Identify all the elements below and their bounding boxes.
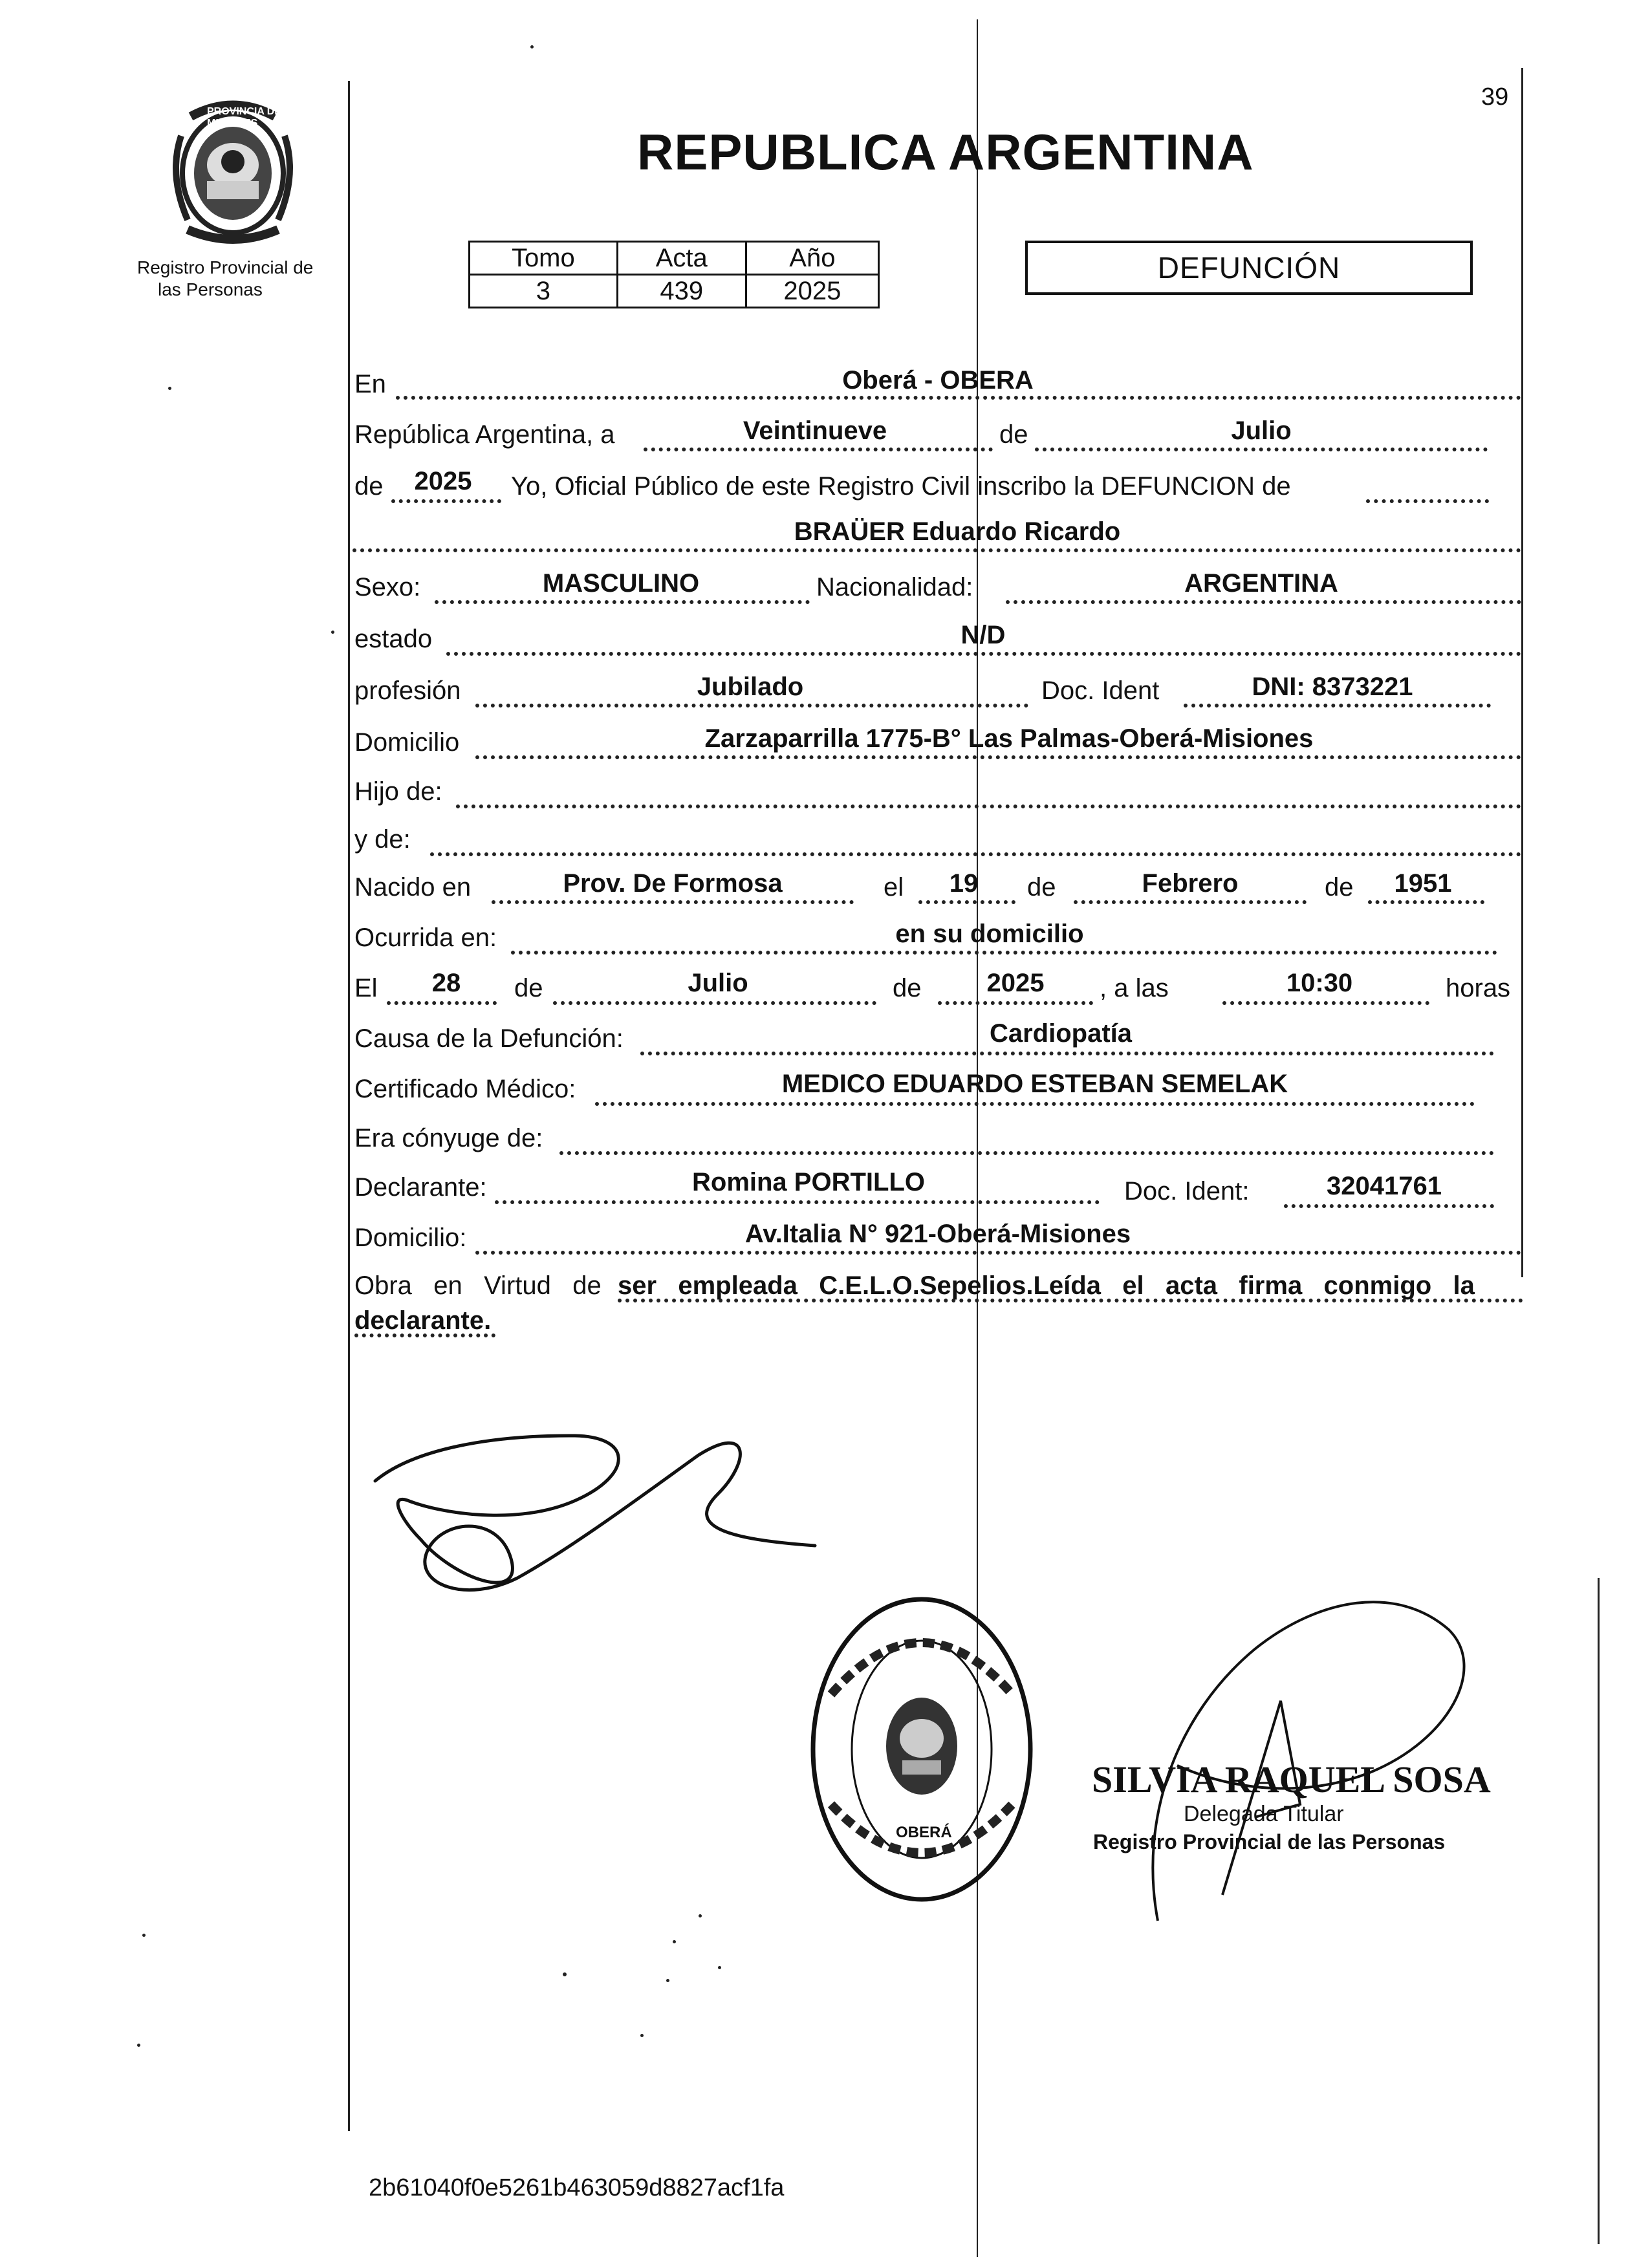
value-certificado: MEDICO EDUARDO ESTEBAN SEMELAK xyxy=(781,1070,1288,1098)
scan-speck xyxy=(331,631,334,634)
value-nac-mes: Febrero xyxy=(1142,869,1239,898)
office-name-line2: las Personas xyxy=(158,279,263,299)
scan-speck xyxy=(699,1914,702,1917)
line-def-anio xyxy=(938,1001,1093,1005)
label-nacido-en: Nacido en xyxy=(354,873,472,902)
label-conyuge: Era cónyuge de: xyxy=(354,1124,543,1152)
line-yo-tail xyxy=(1366,499,1489,503)
right-margin-line xyxy=(1521,68,1523,1277)
scan-speck xyxy=(673,1940,676,1943)
value-sexo: MASCULINO xyxy=(542,569,700,598)
label-domicilio-2: Domicilio: xyxy=(354,1224,467,1252)
value-dia-letras: Veintinueve xyxy=(743,416,887,445)
reference-table xyxy=(468,241,880,308)
label-domicilio: Domicilio xyxy=(354,728,460,757)
label-estado: estado xyxy=(354,625,433,653)
line-nac-anio xyxy=(1368,900,1484,904)
value-declarante: Romina PORTILLO xyxy=(692,1168,925,1196)
registrar-signature xyxy=(1087,1571,1488,1934)
line-def-dia xyxy=(387,1001,497,1005)
line-en xyxy=(396,396,1521,400)
ref-value-acta: 439 xyxy=(617,275,746,308)
line-domicilio xyxy=(475,755,1521,759)
label-el-2: El xyxy=(354,974,378,1002)
label-en: En xyxy=(354,370,386,398)
page-number: 39 xyxy=(1481,83,1509,111)
label-el: el xyxy=(884,873,904,902)
line-def-mes xyxy=(553,1001,876,1005)
line-profesion xyxy=(475,704,1028,707)
value-def-hora: 10:30 xyxy=(1286,969,1353,997)
value-nacido-en: Prov. De Formosa xyxy=(563,869,783,898)
line-declarante xyxy=(495,1200,1100,1204)
signatory-name: SILVIA RAQUEL SOSA xyxy=(1092,1758,1491,1800)
label-certificado: Certificado Médico: xyxy=(354,1075,576,1103)
line-ocurrida-en xyxy=(511,951,1497,955)
seal-text: PROVINCIA DE MISIONES xyxy=(207,106,281,129)
line-nacido-en xyxy=(492,900,854,904)
value-profesion: Jubilado xyxy=(697,673,804,701)
value-def-anio: 2025 xyxy=(986,969,1045,997)
label-nacionalidad: Nacionalidad: xyxy=(816,573,973,601)
line-nac-mes xyxy=(1074,900,1307,904)
scan-speck xyxy=(666,1979,669,1982)
declarant-signature xyxy=(362,1410,828,1623)
label-hijo-de: Hijo de: xyxy=(354,777,442,806)
line-hijo-de xyxy=(456,805,1521,808)
ref-header-acta: Acta xyxy=(617,242,746,275)
label-doc-ident: Doc. Ident xyxy=(1041,676,1160,705)
label-de-4: de xyxy=(893,974,922,1002)
document-title: REPUBLICA ARGENTINA xyxy=(637,124,1254,180)
ref-value-tomo: 3 xyxy=(470,275,618,308)
value-def-mes: Julio xyxy=(688,969,748,997)
label-a-las: , a las xyxy=(1100,974,1169,1002)
ref-value-anio: 2025 xyxy=(746,275,878,308)
right-edge-line xyxy=(1598,1578,1600,2244)
signatory-office: Registro Provincial de las Personas xyxy=(1093,1830,1446,1853)
line-dni xyxy=(1184,704,1491,707)
line-y-de xyxy=(430,852,1521,856)
ref-header-tomo: Tomo xyxy=(470,242,618,275)
line-nacionalidad xyxy=(1006,600,1521,604)
label-declarante: Declarante: xyxy=(354,1173,487,1202)
label-de-1: de xyxy=(999,420,1028,449)
label-republica: República Argentina, a xyxy=(354,420,615,449)
line-dia xyxy=(644,448,993,451)
label-profesion: profesión xyxy=(354,676,461,705)
scan-speck xyxy=(640,2034,644,2037)
stamp-ring-text xyxy=(805,1591,825,1592)
line-obra xyxy=(618,1299,1523,1302)
line-causa xyxy=(640,1052,1494,1055)
fold-line xyxy=(977,19,978,2257)
scan-speck xyxy=(142,1934,146,1937)
value-mes: Julio xyxy=(1231,416,1292,445)
line-conyuge xyxy=(559,1151,1494,1155)
line-mes xyxy=(1035,448,1488,451)
official-stamp xyxy=(805,1591,1038,1908)
value-estado: N/D xyxy=(961,621,1006,649)
value-declarante-doc: 32041761 xyxy=(1327,1172,1442,1200)
value-dni: DNI: 8373221 xyxy=(1252,673,1413,701)
label-obra: Obra en Virtud de xyxy=(354,1271,602,1300)
office-name-line1: Registro Provincial de xyxy=(137,257,314,277)
label-yo-oficial: Yo, Oficial Público de este Registro Civil inscribo la DEFUNCION de xyxy=(511,472,1291,501)
value-obra-line2: declarante. xyxy=(354,1306,492,1335)
line-nac-dia xyxy=(918,900,1015,904)
value-declarante-domicilio: Av.Italia N° 921-Oberá-Misiones xyxy=(744,1220,1131,1248)
value-lugar: Oberá - OBERA xyxy=(842,366,1034,394)
line-nombre xyxy=(353,548,1521,552)
document-hash: 2b61040f0e5261b463059d8827acf1fa xyxy=(369,2174,785,2201)
scan-speck xyxy=(530,45,534,49)
ref-header-anio: Año xyxy=(746,242,878,275)
line-anio xyxy=(391,499,501,503)
left-margin-line xyxy=(348,81,350,2131)
line-domicilio-2 xyxy=(475,1251,1521,1255)
scan-speck xyxy=(718,1966,721,1969)
label-y-de: y de: xyxy=(354,825,411,854)
value-ocurrida-en: en su domicilio xyxy=(895,920,1084,948)
label-doc-ident-2: Doc. Ident: xyxy=(1124,1177,1250,1205)
label-de-3: de xyxy=(514,974,543,1002)
line-certificado xyxy=(595,1102,1475,1106)
line-sexo xyxy=(435,600,810,604)
label-de-mes: de xyxy=(1027,873,1056,902)
record-type-box: DEFUNCIÓN xyxy=(1025,241,1473,295)
scan-speck xyxy=(168,387,171,390)
value-def-dia: 28 xyxy=(431,969,461,997)
label-sexo: Sexo: xyxy=(354,573,421,601)
label-ocurrida-en: Ocurrida en: xyxy=(354,923,497,952)
value-domicilio: Zarzaparrilla 1775-B° Las Palmas-Oberá-Misiones xyxy=(704,724,1314,753)
signatory-role: Delegada Titular xyxy=(1184,1802,1344,1826)
line-def-hora xyxy=(1222,1001,1429,1005)
province-seal-logo xyxy=(162,97,304,246)
value-nacionalidad: ARGENTINA xyxy=(1184,569,1338,598)
line-obra-2 xyxy=(354,1334,495,1337)
value-nac-anio: 1951 xyxy=(1394,869,1452,898)
scan-speck xyxy=(137,2044,140,2047)
stamp-city: OBERÁ xyxy=(896,1824,952,1841)
value-obra-line1: ser empleada C.E.L.O.Sepelios.Leída el acta firma conmigo la xyxy=(618,1271,1475,1300)
line-declarante-doc xyxy=(1284,1204,1494,1208)
value-nac-dia: 19 xyxy=(949,869,979,898)
line-estado xyxy=(446,652,1521,656)
label-de-anio: de xyxy=(1325,873,1354,902)
label-horas: horas xyxy=(1446,974,1511,1002)
scan-speck xyxy=(563,1972,567,1976)
value-nombre: BRAÜER Eduardo Ricardo xyxy=(794,517,1121,546)
label-causa: Causa de la Defunción: xyxy=(354,1024,624,1053)
label-de-2: de xyxy=(354,472,384,501)
value-anio: 2025 xyxy=(414,467,472,495)
value-causa: Cardiopatía xyxy=(989,1019,1133,1048)
